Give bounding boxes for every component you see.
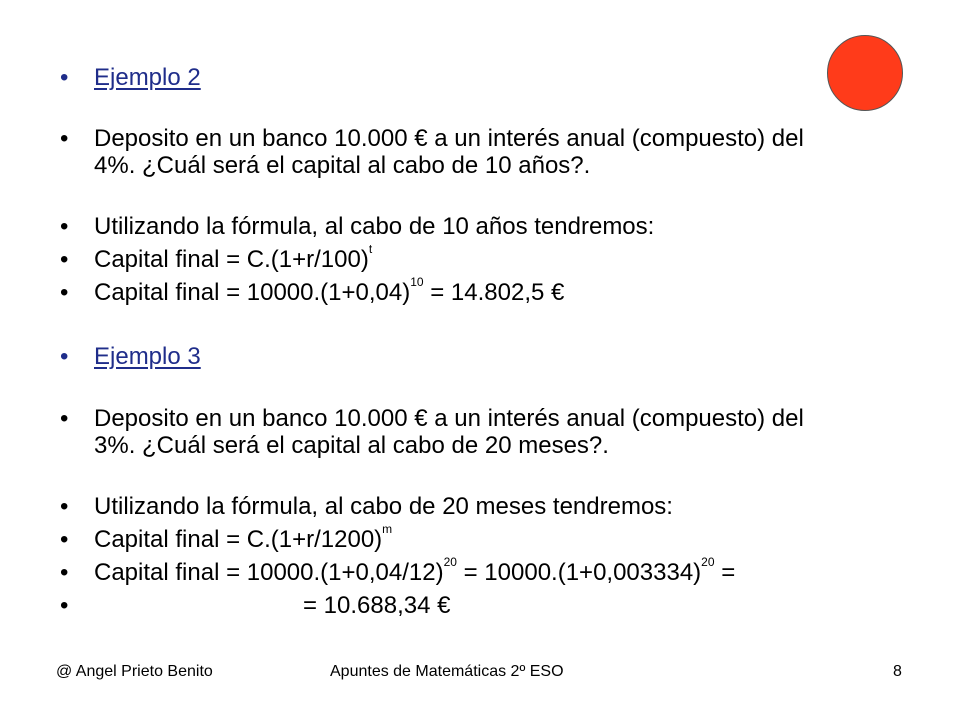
bullet: • (60, 246, 69, 273)
bullet: • (60, 125, 69, 152)
bullet: • (60, 213, 69, 240)
bullet: • (60, 279, 69, 306)
bullet: • (60, 493, 69, 520)
footer-course: Apuntes de Matemáticas 2º ESO (330, 663, 564, 680)
exponent: t (368, 242, 373, 256)
bullet: • (60, 526, 69, 553)
bullet: • (60, 405, 69, 432)
exponent: 20 (443, 555, 457, 569)
exponent: m (382, 522, 393, 536)
bullet: • (60, 592, 69, 619)
footer-author: @ Angel Prieto Benito (56, 663, 213, 680)
exponent: 10 (410, 275, 424, 289)
bullet: • (60, 343, 69, 370)
bullet: • (60, 559, 69, 586)
bullet: • (60, 64, 69, 91)
heading-text: Ejemplo 2 (94, 64, 201, 91)
red-circle-decoration (827, 35, 903, 111)
footer-page-number: 8 (893, 663, 902, 680)
heading-text: Ejemplo 3 (94, 343, 201, 370)
exponent: 20 (701, 555, 715, 569)
